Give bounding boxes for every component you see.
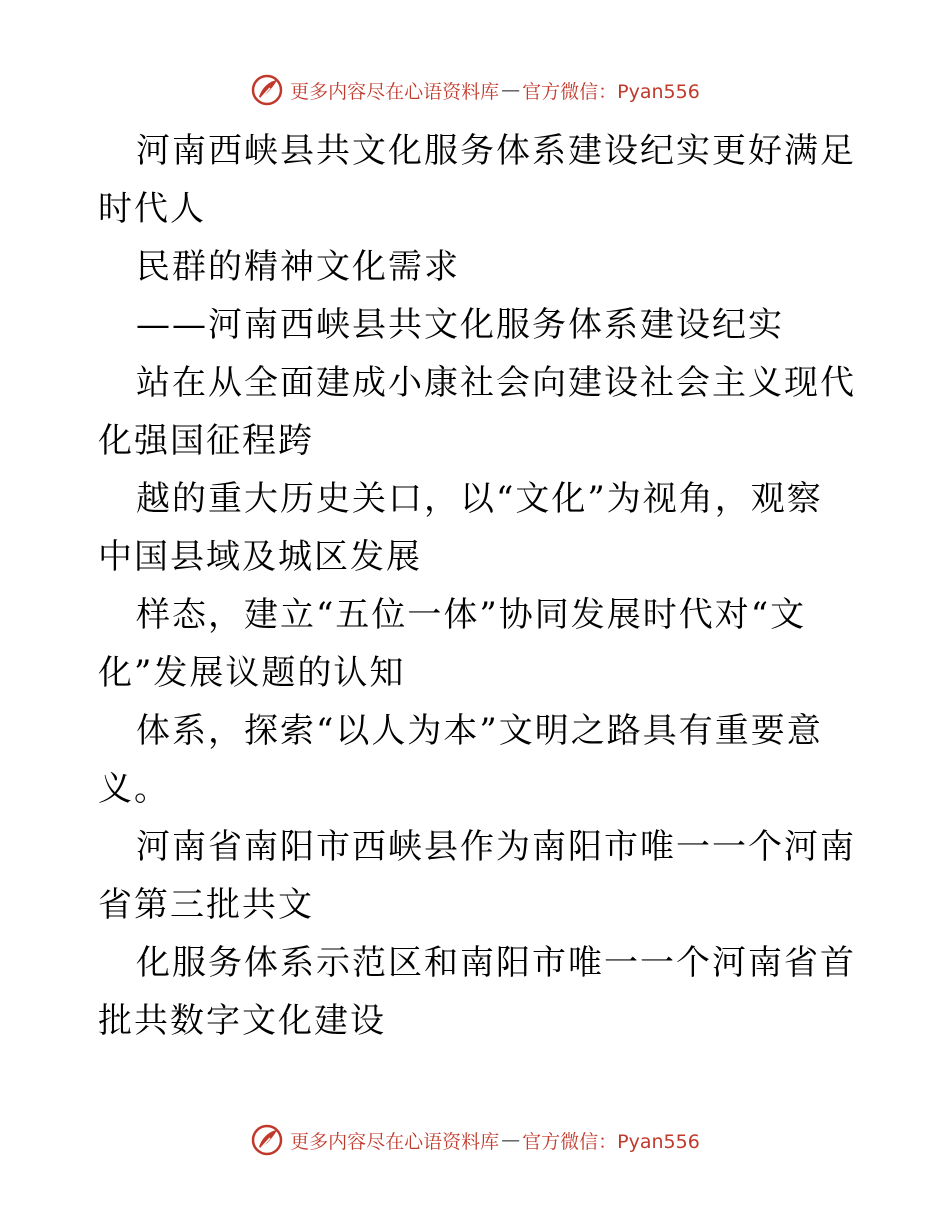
document-body — [98, 122, 858, 1050]
paragraph: 样态，建立“五位一体”协同发展时代对“文化”发展议题的认知 — [98, 595, 807, 693]
paragraph: 河南省南阳市西峡县作为南阳市唯一一个河南省第三批共文 — [98, 827, 856, 925]
logo-icon — [250, 1123, 284, 1157]
banner-wechat: 官方微信：Pyan556 — [522, 80, 700, 103]
banner-wechat: 官方微信：Pyan556 — [522, 1130, 700, 1153]
paragraph: 越的重大历史关口，以“文化”为视角，观察中国县域及城区发展 — [98, 479, 823, 577]
paragraph: 站在从全面建成小康社会向建设社会主义现代化强国征程跨 — [98, 363, 856, 461]
paragraph: 民群的精神文化需求 — [136, 247, 460, 287]
header-watermark-banner — [0, 70, 950, 110]
footer-watermark-banner — [0, 1120, 950, 1160]
paragraph: 化服务体系示范区和南阳市唯一一个河南省首批共数字文化建设 — [98, 943, 856, 1041]
banner-text: 更多内容尽在心语资料库 — [290, 80, 500, 103]
banner-separator: — — [501, 1129, 521, 1151]
banner-separator: — — [501, 79, 521, 101]
paragraph: 河南西峡县共文化服务体系建设纪实更好满足时代人 — [98, 131, 856, 229]
paragraph: 体系，探索“以人为本”文明之路具有重要意义。 — [98, 711, 823, 809]
paragraph: ——河南西峡县共文化服务体系建设纪实 — [136, 305, 784, 345]
banner-text: 更多内容尽在心语资料库 — [290, 1130, 500, 1153]
logo-icon — [250, 73, 284, 107]
